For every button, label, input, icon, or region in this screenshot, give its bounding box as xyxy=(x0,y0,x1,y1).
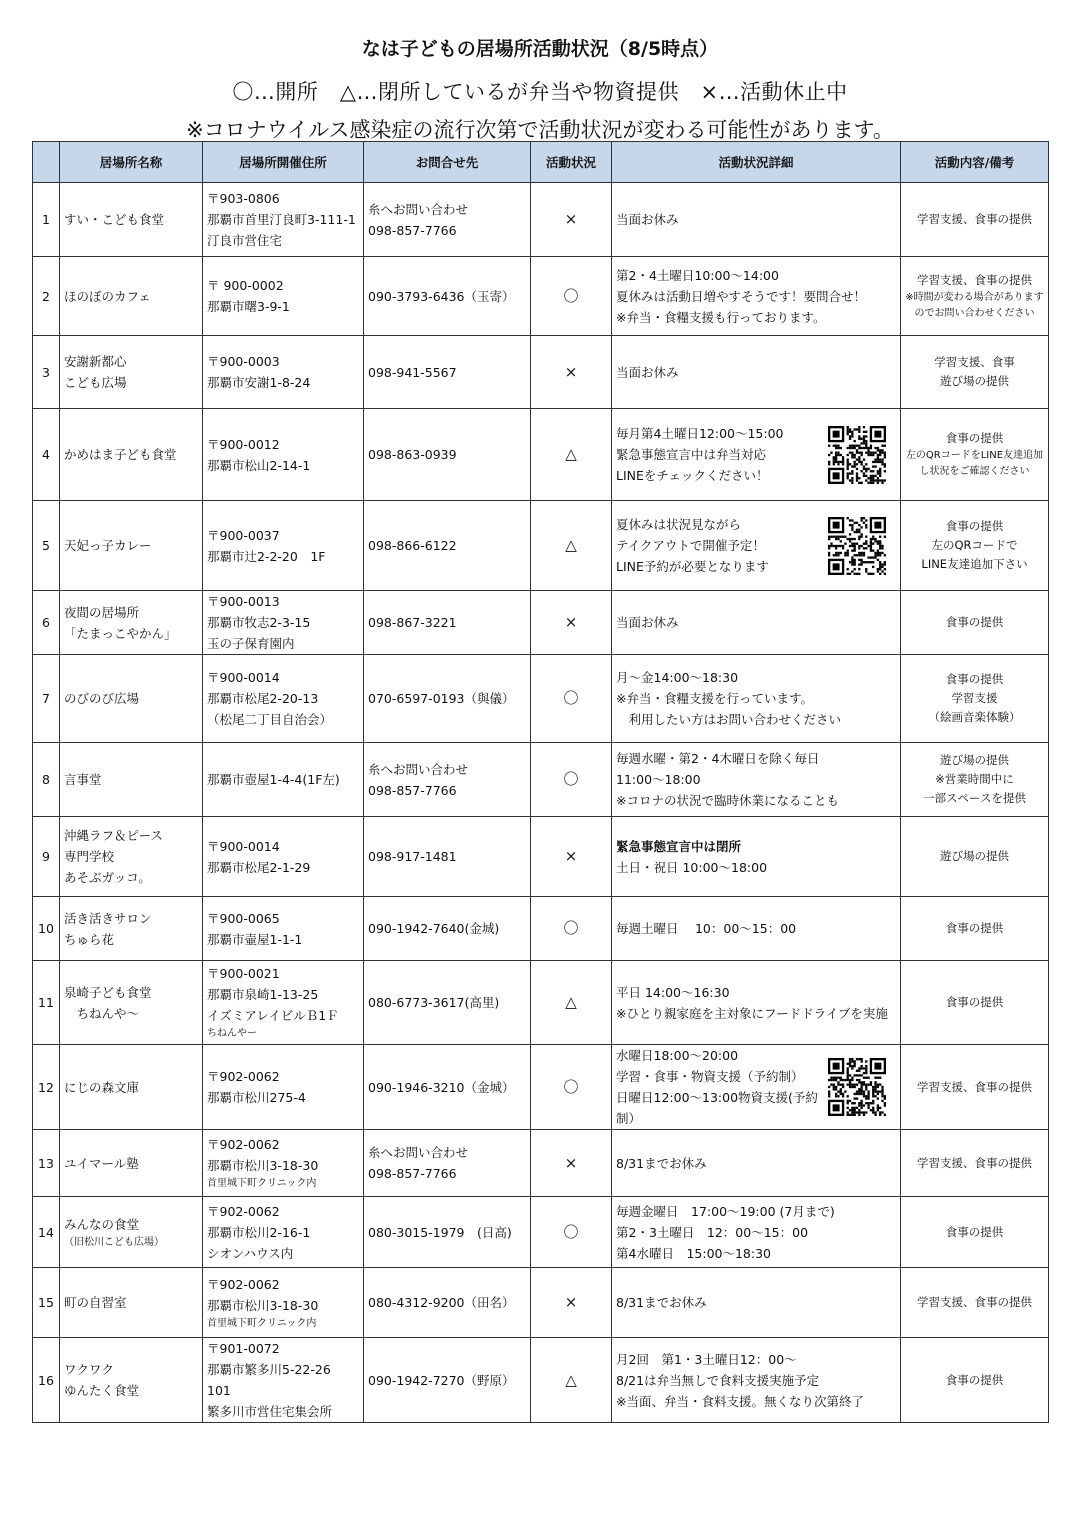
detail-text: 毎週水曜・第2・4木曜日を除く毎日 11:00～18:00 ※コロナの状況で臨時休業になることも xyxy=(616,751,839,808)
detail-text: 当面お休み xyxy=(616,615,679,630)
detail-wrap xyxy=(616,1201,896,1264)
detail-text-block xyxy=(616,836,767,878)
remarks-note: 左のQRコードをLINE友達追加し状況をご確認ください xyxy=(905,450,1044,477)
row-number: 1 xyxy=(33,183,60,257)
place-name xyxy=(60,1197,203,1268)
status-mark: 〇 xyxy=(531,257,612,336)
contact-text: 080-4312-9200（田名） xyxy=(368,1295,515,1310)
place-name-text: 活き活きサロン ちゅら花 xyxy=(64,910,152,947)
row-number: 4 xyxy=(33,409,60,501)
place-address xyxy=(203,501,364,591)
header-address: 居場所開催住所 xyxy=(203,142,364,183)
address-line: 〒900-0037 xyxy=(207,527,280,543)
qr-code-icon xyxy=(828,1058,886,1116)
remarks-text: 学習支援、食事の提供 xyxy=(917,212,1032,226)
row-number: 13 xyxy=(33,1130,60,1197)
place-address xyxy=(203,1268,364,1338)
remarks-text: 学習支援、食事 遊び場の提供 xyxy=(934,355,1015,388)
address-line: 那覇市首里汀良町3-111-1 xyxy=(207,212,356,227)
place-name-text: ワクワク ゆんたく食堂 xyxy=(64,1362,140,1398)
table-row xyxy=(33,1130,1049,1197)
address-line: 〒900-0014 xyxy=(207,838,280,854)
contact-info xyxy=(364,183,531,257)
status-mark: × xyxy=(531,336,612,409)
place-address xyxy=(203,336,364,409)
table-row xyxy=(33,591,1049,655)
detail-text: 水曜日18:00～20:00 学習・食事・物資支援（予約制） 日曜日12:00～13:00物資支援(予約制） xyxy=(616,1048,818,1126)
detail-text: 土日・祝日 10:00～18:00 xyxy=(616,859,768,875)
activity-detail xyxy=(612,183,901,257)
place-address xyxy=(203,257,364,336)
contact-info xyxy=(364,409,531,501)
activity-detail xyxy=(612,655,901,743)
remarks-text: 学習支援、食事の提供 xyxy=(917,1079,1032,1094)
address-note: 首里城下町クリニック内 xyxy=(207,1317,317,1329)
address-line: シオンハウス内 xyxy=(207,1245,294,1261)
detail-text: 毎月第4土曜日12:00～15:00 緊急事態宣言中は弁当対応 LINEをチェックください！ xyxy=(616,426,784,483)
table-row xyxy=(33,336,1049,409)
table-row xyxy=(33,961,1049,1045)
detail-text-block xyxy=(616,612,679,633)
contact-text: 090-1946-3210（金城） xyxy=(368,1079,515,1095)
address-line: 〒900-0021 xyxy=(207,966,280,981)
place-address xyxy=(203,743,364,817)
address-line: 那覇市牧志2-3-15 xyxy=(207,615,311,630)
activity-detail xyxy=(612,336,901,409)
status-mark: 〇 xyxy=(531,655,612,743)
remarks-text: 食事の提供 xyxy=(945,1372,1004,1387)
table-body xyxy=(33,183,1049,1423)
address-line: 那覇市壺屋1-4-4(1F左) xyxy=(207,772,340,787)
row-number: 16 xyxy=(33,1338,60,1423)
address-line: 那覇市松尾2-20-13 xyxy=(207,691,319,706)
place-name xyxy=(60,183,203,257)
address-line: 玉の子保育園内 xyxy=(207,636,295,651)
place-name-text: のびのび広場 xyxy=(64,691,140,706)
activity-remarks xyxy=(901,409,1049,501)
contact-info xyxy=(364,1130,531,1197)
place-name-text: すい・こども食堂 xyxy=(64,212,165,227)
place-address xyxy=(203,1045,364,1130)
place-name-text: みんなの食堂 xyxy=(64,1216,140,1232)
table-row xyxy=(33,409,1049,501)
header-detail: 活動状況詳細 xyxy=(612,142,901,183)
activity-remarks xyxy=(901,183,1049,257)
place-name-text: ほのぼのカフェ xyxy=(64,288,151,304)
table-row xyxy=(33,743,1049,817)
table-row xyxy=(33,1045,1049,1130)
row-number: 8 xyxy=(33,743,60,817)
table-row xyxy=(33,1338,1049,1423)
address-line: 〒902-0062 xyxy=(207,1069,280,1084)
detail-emphasis: 緊急事態宣言中は閉所 xyxy=(616,838,742,854)
detail-wrap xyxy=(616,514,896,577)
contact-info xyxy=(364,961,531,1045)
contact-info xyxy=(364,1338,531,1423)
address-line: イズミアレイビルＢ1Ｆ xyxy=(207,1008,339,1023)
activity-detail xyxy=(612,817,901,897)
address-line: 〒901-0072 xyxy=(207,1341,280,1356)
status-mark: × xyxy=(531,817,612,897)
place-address xyxy=(203,655,364,743)
contact-text: 098-866-6122 xyxy=(368,538,457,553)
address-line: 101 xyxy=(207,1383,231,1398)
row-number: 10 xyxy=(33,897,60,961)
place-address xyxy=(203,183,364,257)
place-name xyxy=(60,1045,203,1130)
detail-wrap xyxy=(616,918,896,939)
remarks-text: 食事の提供 学習支援 （絵画音楽体験） xyxy=(928,672,1021,724)
row-number: 15 xyxy=(33,1268,60,1338)
detail-text: 8/31までお休み xyxy=(616,1155,707,1171)
place-name xyxy=(60,655,203,743)
header-no xyxy=(33,142,60,183)
activity-remarks xyxy=(901,655,1049,743)
remarks-text: 学習支援、食事の提供 xyxy=(917,1155,1032,1170)
address-line: 那覇市松尾2-1-29 xyxy=(207,859,311,875)
detail-text: 毎週金曜日 17:00～19:00 (7月まで) 第2・3土曜日 12：00～15：00 第4水曜日 15:00～18:30 xyxy=(616,1203,835,1261)
remarks-text: 食事の提供 xyxy=(945,921,1004,935)
address-line: 〒900-0013 xyxy=(207,594,280,609)
contact-info xyxy=(364,591,531,655)
detail-text-block xyxy=(616,1045,828,1129)
status-mark: △ xyxy=(531,1338,612,1423)
place-name-text: にじの森文庫 xyxy=(64,1079,140,1095)
detail-wrap xyxy=(616,612,896,633)
activity-remarks xyxy=(901,1130,1049,1197)
activity-detail xyxy=(612,897,901,961)
qr-code-icon xyxy=(828,426,886,484)
detail-wrap xyxy=(616,362,896,383)
detail-text: 当面お休み xyxy=(616,364,679,380)
activity-remarks xyxy=(901,501,1049,591)
status-mark: × xyxy=(531,1130,612,1197)
place-name-text: かめはま子ども食堂 xyxy=(64,447,177,462)
detail-text: 毎週土曜日 10：00～15：00 xyxy=(616,921,797,936)
address-line: 〒903-0806 xyxy=(207,191,280,206)
remarks-text: 食事の提供 左のQRコードで LINE友達追加下さい xyxy=(921,519,1028,571)
contact-text: 090-3793-6436（玉寄） xyxy=(368,288,515,304)
contact-text: 070-6597-0193（與儀） xyxy=(368,691,515,706)
address-line: 那覇市壷屋1-1-1 xyxy=(207,931,303,947)
page-title: なは子どもの居場所活動状況（8/5時点） xyxy=(361,38,719,60)
address-line: 〒902-0062 xyxy=(207,1137,280,1152)
activity-detail xyxy=(612,961,901,1045)
qr-code-icon xyxy=(828,517,886,575)
detail-wrap xyxy=(616,1045,896,1129)
activity-remarks xyxy=(901,1197,1049,1268)
row-number: 5 xyxy=(33,501,60,591)
detail-wrap xyxy=(616,836,896,878)
activity-table xyxy=(32,141,1049,1423)
detail-text-block xyxy=(616,362,679,383)
detail-text: 8/31までお休み xyxy=(616,1295,707,1310)
contact-text: 糸へお問い合わせ 098-857-7766 xyxy=(368,761,469,798)
contact-info xyxy=(364,1045,531,1130)
contact-text: 080-6773-3617(高里) xyxy=(368,995,500,1010)
status-mark: × xyxy=(531,591,612,655)
activity-detail xyxy=(612,591,901,655)
remarks-text: 学習支援、食事の提供 xyxy=(917,272,1032,287)
activity-detail xyxy=(612,1338,901,1423)
status-legend: 〇…開所 △…閉所しているが弁当や物資提供 ×…活動休止中 xyxy=(232,80,848,104)
detail-text-block xyxy=(616,423,784,486)
detail-text-block xyxy=(616,514,769,577)
address-line: 那覇市松川3-18-30 xyxy=(207,1158,319,1173)
contact-info xyxy=(364,257,531,336)
header-contact: お問合せ先 xyxy=(364,142,531,183)
row-number: 3 xyxy=(33,336,60,409)
place-address xyxy=(203,1130,364,1197)
place-name-note: （旧松川こども広場） xyxy=(64,1236,164,1248)
contact-info xyxy=(364,817,531,897)
detail-wrap xyxy=(616,667,896,730)
contact-text: 080-3015-1979 (日高) xyxy=(368,1224,512,1240)
place-name xyxy=(60,591,203,655)
place-name-text: 天妃っ子カレー xyxy=(64,538,152,553)
activity-remarks xyxy=(901,1338,1049,1423)
covid-note: ※コロナウイルス感染症の流行次第で活動状況が変わる可能性があります。 xyxy=(186,118,894,142)
place-name-text: 沖縄ラフ＆ピース 専門学校 あそぶガッコ。 xyxy=(64,828,163,885)
header-remarks: 活動内容/備考 xyxy=(901,142,1049,183)
row-number: 9 xyxy=(33,817,60,897)
status-mark: × xyxy=(531,183,612,257)
address-line: 〒902-0062 xyxy=(207,1203,280,1219)
detail-text: 第2・4土曜日10:00～14:00 夏休みは活動日増やすそうです！要問合せ！ ※弁当・食糧支援も行っております。 xyxy=(616,267,867,325)
address-line: 〒900-0012 xyxy=(207,436,280,452)
place-name-text: 町の自習室 xyxy=(64,1295,127,1310)
place-address xyxy=(203,961,364,1045)
status-mark: 〇 xyxy=(531,743,612,817)
place-name xyxy=(60,1268,203,1338)
address-line: 那覇市安謝1-8-24 xyxy=(207,375,311,390)
detail-wrap xyxy=(616,748,896,811)
activity-detail xyxy=(612,743,901,817)
contact-text: 098-863-0939 xyxy=(368,447,457,462)
row-number: 6 xyxy=(33,591,60,655)
place-name xyxy=(60,961,203,1045)
contact-text: 098-941-5567 xyxy=(368,364,457,380)
place-name xyxy=(60,1338,203,1423)
activity-remarks xyxy=(901,961,1049,1045)
contact-info xyxy=(364,655,531,743)
activity-remarks xyxy=(901,743,1049,817)
place-address xyxy=(203,897,364,961)
activity-remarks xyxy=(901,1268,1049,1338)
contact-text: 098-917-1481 xyxy=(368,849,457,864)
contact-info xyxy=(364,336,531,409)
place-name xyxy=(60,743,203,817)
detail-text-block xyxy=(616,1292,707,1313)
table-header-row xyxy=(33,142,1049,183)
address-line: 那覇市松山2-14-1 xyxy=(207,457,311,473)
place-name-text: 言事堂 xyxy=(64,772,102,787)
address-line: 那覇市松川3-18-30 xyxy=(207,1297,319,1313)
contact-text: 098-867-3221 xyxy=(368,615,457,630)
place-name-text: 安謝新都心 こども広場 xyxy=(64,354,127,390)
detail-text-block xyxy=(616,982,888,1024)
status-mark: 〇 xyxy=(531,897,612,961)
address-line: 那覇市松川2-16-1 xyxy=(207,1224,311,1240)
remarks-text: 遊び場の提供 ※営業時間中に 一部スペースを提供 xyxy=(923,753,1026,805)
address-line: 那覇市泉崎1-13-25 xyxy=(207,987,319,1002)
detail-text-block xyxy=(616,1153,707,1174)
activity-remarks xyxy=(901,257,1049,336)
place-name xyxy=(60,409,203,501)
contact-text: 090-1942-7640(金城) xyxy=(368,921,500,936)
activity-detail xyxy=(612,1268,901,1338)
contact-info xyxy=(364,743,531,817)
place-name xyxy=(60,501,203,591)
header-status: 活動状況 xyxy=(531,142,612,183)
detail-wrap xyxy=(616,982,896,1024)
activity-remarks xyxy=(901,897,1049,961)
address-note: ちねんやー xyxy=(207,1028,257,1039)
row-number: 2 xyxy=(33,257,60,336)
activity-detail xyxy=(612,1130,901,1197)
remarks-note: ※時間が変わる場合がありますのでお問い合わせください xyxy=(905,291,1044,319)
table-row xyxy=(33,183,1049,257)
table-row xyxy=(33,817,1049,897)
status-mark: × xyxy=(531,1268,612,1338)
place-name xyxy=(60,897,203,961)
contact-text: 090-1942-7270（野原） xyxy=(368,1372,515,1388)
activity-remarks xyxy=(901,817,1049,897)
detail-text: 平日 14:00～16:30 ※ひとり親家庭を主対象にフードドライブを実施 xyxy=(616,984,888,1021)
detail-text-block xyxy=(616,918,796,939)
address-line: 那覇市松川275-4 xyxy=(207,1090,306,1105)
detail-text: 月～金14:00～18:30 ※弁当・食糧支援を行っています。 利用したい方はお問い合わせください xyxy=(616,670,842,727)
place-address xyxy=(203,1197,364,1268)
address-line: 那覇市辻2-2-20 1F xyxy=(207,548,326,564)
contact-info xyxy=(364,1268,531,1338)
contact-info xyxy=(364,1197,531,1268)
contact-text: 糸へお問い合わせ 098-857-7766 xyxy=(368,201,469,238)
place-address xyxy=(203,1338,364,1423)
detail-wrap xyxy=(616,423,896,486)
table-row xyxy=(33,1268,1049,1338)
address-line: 那覇市曙3-9-1 xyxy=(207,299,290,314)
detail-wrap xyxy=(616,209,896,230)
remarks-text: 学習支援、食事の提供 xyxy=(917,1295,1032,1309)
place-name-text: ユイマール塾 xyxy=(64,1155,139,1171)
detail-text-block xyxy=(616,209,679,230)
row-number: 14 xyxy=(33,1197,60,1268)
detail-wrap xyxy=(616,265,896,328)
address-line: 〒900-0003 xyxy=(207,354,280,369)
address-line: 繁多川市営住宅集会所 xyxy=(207,1404,333,1419)
activity-detail xyxy=(612,1197,901,1268)
place-name xyxy=(60,336,203,409)
status-mark: △ xyxy=(531,961,612,1045)
detail-text: 当面お休み xyxy=(616,212,679,227)
status-mark: 〇 xyxy=(531,1197,612,1268)
table-row xyxy=(33,897,1049,961)
address-line: 汀良市営住宅 xyxy=(207,233,283,248)
address-note: 首里城下町クリニック内 xyxy=(207,1178,317,1189)
detail-text-block xyxy=(616,265,866,328)
activity-detail xyxy=(612,257,901,336)
place-address xyxy=(203,591,364,655)
header-name: 居場所名称 xyxy=(60,142,203,183)
contact-info xyxy=(364,501,531,591)
detail-text-block xyxy=(616,748,839,811)
detail-text: 月2回 第1・3土曜日12：00～ 8/21は弁当無しで食料支援実施予定 ※当面、弁当・食料支援。無くなり次第終了 xyxy=(616,1351,864,1409)
status-mark: △ xyxy=(531,409,612,501)
table-row xyxy=(33,257,1049,336)
detail-text-block xyxy=(616,1349,864,1412)
row-number: 7 xyxy=(33,655,60,743)
place-name-text: 泉崎子ども食堂 ちねんや～ xyxy=(64,984,152,1021)
place-address xyxy=(203,817,364,897)
table-row xyxy=(33,501,1049,591)
address-line: 那覇市繁多川5-22-26 xyxy=(207,1362,331,1377)
detail-wrap xyxy=(616,1292,896,1313)
place-name xyxy=(60,817,203,897)
place-address xyxy=(203,409,364,501)
address-line: 〒902-0062 xyxy=(207,1276,280,1292)
remarks-text: 食事の提供 xyxy=(945,995,1004,1009)
activity-detail xyxy=(612,1045,901,1130)
table-row xyxy=(33,1197,1049,1268)
activity-remarks xyxy=(901,336,1049,409)
address-line: （松尾二丁目自治会） xyxy=(207,712,333,727)
status-mark: 〇 xyxy=(531,1045,612,1130)
place-name xyxy=(60,1130,203,1197)
remarks-text: 食事の提供 xyxy=(945,431,1004,445)
row-number: 12 xyxy=(33,1045,60,1130)
remarks-text: 食事の提供 xyxy=(945,1224,1004,1239)
detail-wrap xyxy=(616,1153,896,1174)
address-line: 〒900-0065 xyxy=(207,910,280,926)
contact-info xyxy=(364,897,531,961)
row-number: 11 xyxy=(33,961,60,1045)
detail-wrap xyxy=(616,1349,896,1412)
remarks-text: 食事の提供 xyxy=(945,615,1004,629)
detail-text-block xyxy=(616,1201,835,1264)
contact-text: 糸へお問い合わせ 098-857-7766 xyxy=(368,1145,469,1181)
place-name xyxy=(60,257,203,336)
address-line: 〒 900-0002 xyxy=(207,278,284,293)
remarks-text: 遊び場の提供 xyxy=(940,849,1009,863)
activity-remarks xyxy=(901,591,1049,655)
place-name-text: 夜間の居場所 「たまっこやかん」 xyxy=(64,604,177,641)
status-mark: △ xyxy=(531,501,612,591)
detail-text: 夏休みは状況見ながら テイクアウトで開催予定！ LINE予約が必要となります xyxy=(616,517,769,574)
activity-detail xyxy=(612,501,901,591)
address-line: 〒900-0014 xyxy=(207,670,280,685)
activity-remarks xyxy=(901,1045,1049,1130)
activity-detail xyxy=(612,409,901,501)
table-row xyxy=(33,655,1049,743)
detail-text-block xyxy=(616,667,841,730)
